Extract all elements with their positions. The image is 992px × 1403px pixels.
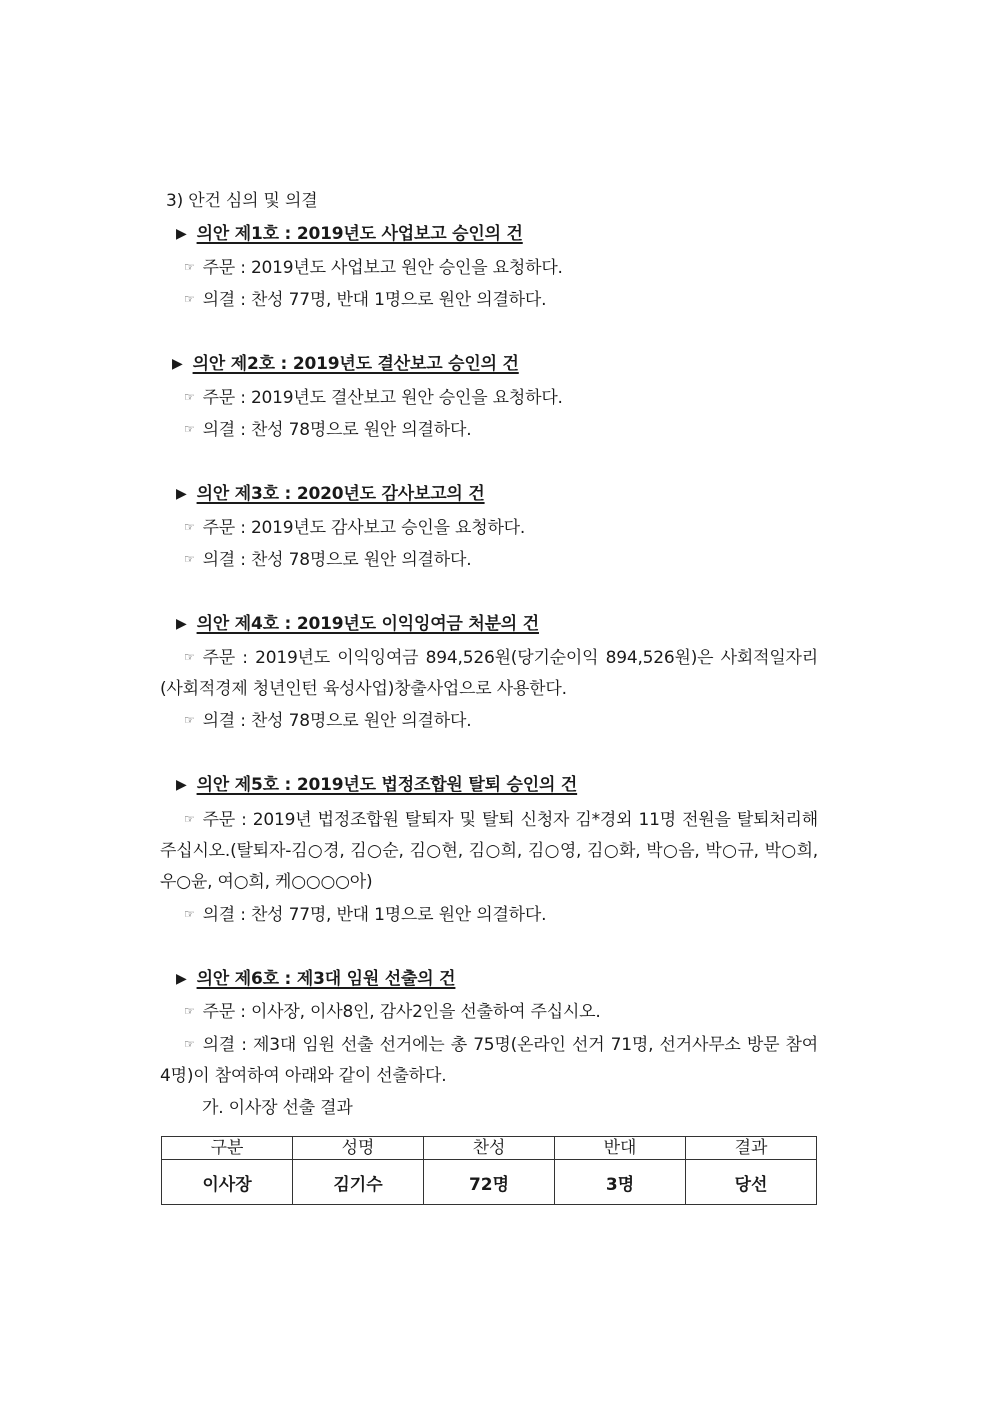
pointing-hand-icon: ☞ <box>184 390 195 404</box>
agenda-resolution-2 <box>184 418 471 441</box>
agenda-order-6 <box>184 1000 601 1023</box>
agenda-order-5 <box>160 804 818 898</box>
order-text: 주문 : 2019년도 이익잉여금 894,526원(당기순이익 894,526원)은 사회적일자리(사회적경제 청년인턴 육성사업)창출사업으로 사용한다. <box>160 648 818 699</box>
resolution-text: 의결 : 제3대 임원 선출 선거에는 총 75명(온라인 선거 71명, 선거사무소 방문 참여 4명)이 참여하여 아래와 같이 선출하다. <box>160 1035 818 1086</box>
resolution-text: 의결 : 찬성 78명으로 원안 의결하다. <box>202 711 472 731</box>
pointing-hand-icon: ☞ <box>184 1004 195 1018</box>
bullet-triangle-icon: ▶ <box>176 777 187 793</box>
resolution-text: 의결 : 찬성 77명, 반대 1명으로 원안 의결하다. <box>202 290 547 310</box>
order-text: 주문 : 2019년도 결산보고 원안 승인을 요청하다. <box>202 388 563 408</box>
resolution-text: 의결 : 찬성 77명, 반대 1명으로 원안 의결하다. <box>202 905 547 925</box>
agenda-heading-text: 의안 제3호 : 2020년도 감사보고의 건 <box>196 484 485 504</box>
column-header: 찬성 <box>424 1137 555 1160</box>
agenda-heading-3 <box>176 483 485 505</box>
column-header: 구분 <box>162 1137 293 1160</box>
table-cell: 3명 <box>555 1160 686 1205</box>
agenda-order-1 <box>184 256 563 279</box>
section-title: 3) 안건 심의 및 의결 <box>166 191 318 211</box>
agenda-heading-2 <box>172 353 519 375</box>
agenda-resolution-4 <box>184 709 471 732</box>
table-cell: 당선 <box>686 1160 817 1205</box>
bullet-triangle-icon: ▶ <box>176 616 187 632</box>
agenda-heading-1 <box>176 223 523 245</box>
resolution-text: 의결 : 찬성 78명으로 원안 의결하다. <box>202 420 472 440</box>
agenda-resolution-3 <box>184 548 471 571</box>
table-row <box>162 1160 817 1205</box>
bullet-triangle-icon: ▶ <box>176 971 187 987</box>
pointing-hand-icon: ☞ <box>184 260 195 274</box>
column-header: 성명 <box>293 1137 424 1160</box>
election-result-table <box>161 1136 817 1205</box>
bullet-triangle-icon: ▶ <box>172 356 183 372</box>
agenda-resolution-1 <box>184 288 546 311</box>
pointing-hand-icon: ☞ <box>184 1037 195 1051</box>
table-header-row <box>162 1137 817 1160</box>
agenda-heading-text: 의안 제6호 : 제3대 임원 선출의 건 <box>196 969 456 989</box>
agenda-heading-4 <box>176 613 539 635</box>
pointing-hand-icon: ☞ <box>184 812 195 826</box>
pointing-hand-icon: ☞ <box>184 907 195 921</box>
agenda-heading-text: 의안 제2호 : 2019년도 결산보고 승인의 건 <box>192 354 519 374</box>
pointing-hand-icon: ☞ <box>184 520 195 534</box>
pointing-hand-icon: ☞ <box>184 713 195 727</box>
agenda-heading-6 <box>176 968 455 990</box>
agenda-heading-text: 의안 제1호 : 2019년도 사업보고 승인의 건 <box>196 224 523 244</box>
agenda-resolution-5 <box>184 903 546 926</box>
subsection-title: 가. 이사장 선출 결과 <box>202 1098 353 1118</box>
order-text: 주문 : 이사장, 이사8인, 감사2인을 선출하여 주십시오. <box>202 1002 601 1022</box>
order-text: 주문 : 2019년도 감사보고 승인을 요청하다. <box>202 518 526 538</box>
column-header: 반대 <box>555 1137 686 1160</box>
agenda-heading-text: 의안 제4호 : 2019년도 이익잉여금 처분의 건 <box>196 614 539 634</box>
table-cell: 이사장 <box>162 1160 293 1205</box>
agenda-order-3 <box>184 516 525 539</box>
column-header: 결과 <box>686 1137 817 1160</box>
agenda-heading-text: 의안 제5호 : 2019년도 법정조합원 탈퇴 승인의 건 <box>196 775 578 795</box>
bullet-triangle-icon: ▶ <box>176 226 187 242</box>
order-text: 주문 : 2019년도 사업보고 원안 승인을 요청하다. <box>202 258 563 278</box>
pointing-hand-icon: ☞ <box>184 552 195 566</box>
order-text: 주문 : 2019년 법정조합원 탈퇴자 및 탈퇴 신청자 김*경외 11명 전원을 탈퇴처리해 주십시오.(탈퇴자-김○경, 김○순, 김○현, 김○희, 김○영, 김○화, 박○음, 박○규, 박○희, 우○윤, 여○희, 케○○○○아) <box>160 810 818 892</box>
pointing-hand-icon: ☞ <box>184 650 195 664</box>
agenda-order-2 <box>184 386 563 409</box>
agenda-resolution-6 <box>160 1029 818 1092</box>
pointing-hand-icon: ☞ <box>184 422 195 436</box>
agenda-order-4 <box>160 642 818 705</box>
table-cell: 72명 <box>424 1160 555 1205</box>
resolution-text: 의결 : 찬성 78명으로 원안 의결하다. <box>202 550 472 570</box>
agenda-heading-5 <box>176 774 577 796</box>
table-cell: 김기수 <box>293 1160 424 1205</box>
bullet-triangle-icon: ▶ <box>176 486 187 502</box>
pointing-hand-icon: ☞ <box>184 292 195 306</box>
